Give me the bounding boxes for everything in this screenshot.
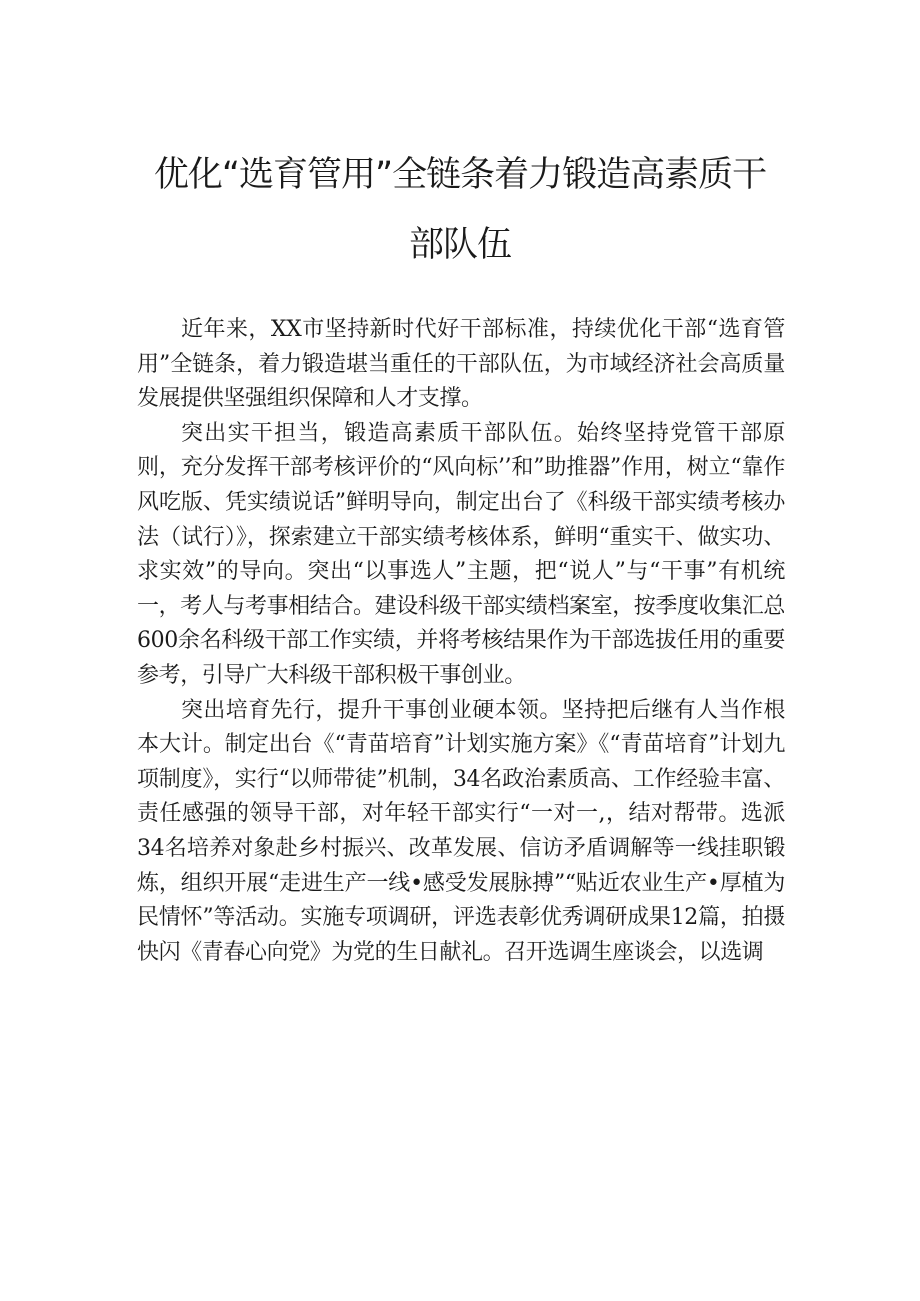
paragraph-practical-performance: 突出实干担当，锻造高素质干部队伍。始终坚持党管干部原则，充分发挥干部考核评价的“风向标’’和”助推器”作用，树立“靠作风吃版、凭实绩说话”鲜明导向，制定出台了《科级干部实绩考核办法（试行）》，探索建立干部实绩考核体系，鲜明“重实干、做实功、求实效”的导向。突出“以事选人”主题，把“说人”与“干事”有机统一，考人与考事相结合。建设科级干部实绩档案室，按季度收集汇总600余名科级干部工作实绩，并将考核结果作为干部选拔任用的重要参考，引导广大科级干部积极干事创业。 — [137, 420, 786, 688]
document-body — [137, 313, 785, 970]
document-title: 优化“选育管用”全链条着力锻造高素质干部队伍 — [153, 155, 767, 265]
paragraph-intro: 近年来，XX市坚持新时代好干部标准，持续优化干部“选育管用”全链条，着力锻造堪当重任的干部队伍，为市域经济社会高质量发展提供坚强组织保障和人才支撑。 — [137, 317, 785, 412]
paragraph-cultivation: 突出培育先行，提升干事创业硬本领。坚持把后继有人当作根本大计。制定出台《“青苗培育”计划实施方案》《“青苗培育”计划九项制度》，实行“以师带徒”机制，34名政治素质高、工作经验丰富、责任感强的领导干部，对年轻干部实行“一对一,，结对帮带。选派34名培养对象赴乡村振兴、改革发展、信访矛盾调解等一线挂职锻炼，组织开展“走进生产一线•感受发展脉搏”“贴近农业生产•厚植为民情怀”等活动。实施专项调研，评选表彰优秀调研成果12篇，拍摄快闪《青春心向党》为党的生日献礼。召开选调生座谈会，以选调 — [137, 697, 785, 965]
